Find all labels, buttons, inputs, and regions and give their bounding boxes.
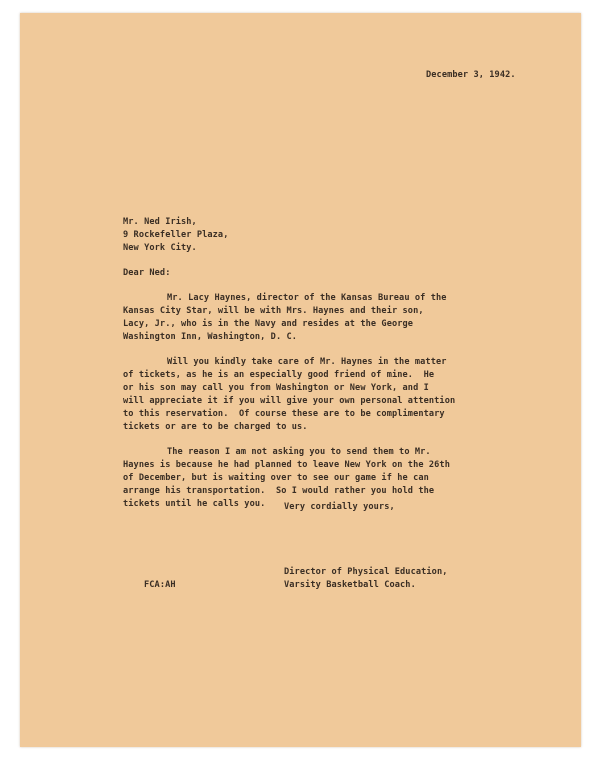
paragraph-3-line-2: Haynes is because he had planned to leave New York on the 26th	[123, 460, 450, 470]
salutation: Dear Ned:	[123, 268, 171, 278]
signature-title-1: Director of Physical Education,	[284, 567, 448, 577]
recipient-street: 9 Rockefeller Plaza,	[123, 230, 229, 240]
recipient-name: Mr. Ned Irish,	[123, 217, 197, 227]
paragraph-3-line-5: tickets until he calls you.	[123, 499, 266, 509]
paragraph-3-line-3: of December, but is waiting over to see our game if he can	[123, 473, 429, 483]
letter-page	[20, 13, 581, 747]
paragraph-2-line-6: tickets or are to be charged to us.	[123, 422, 308, 432]
paragraph-2-line-1: Will you kindly take care of Mr. Haynes in the matter	[167, 357, 447, 367]
paragraph-2-line-3: or his son may call you from Washington or New York, and I	[123, 383, 429, 393]
typist-initials: FCA:AH	[144, 580, 176, 590]
letter-date: December 3, 1942.	[426, 70, 516, 80]
paragraph-1-line-1: Mr. Lacy Haynes, director of the Kansas Bureau of the	[167, 293, 447, 303]
paragraph-2-line-2: of tickets, as he is an especially good friend of mine. He	[123, 370, 435, 380]
paragraph-3-line-1: The reason I am not asking you to send them to Mr.	[167, 447, 431, 457]
paragraph-2-line-4: will appreciate it if you will give your own personal attention	[123, 396, 456, 406]
signature-title-2: Varsity Basketball Coach.	[284, 580, 416, 590]
paragraph-3-line-4: arrange his transportation. So I would rather you hold the	[123, 486, 435, 496]
paragraph-1-line-4: Washington Inn, Washington, D. C.	[123, 332, 298, 342]
closing: Very cordially yours,	[284, 502, 395, 512]
paragraph-2-line-5: to this reservation. Of course these are to be complimentary	[123, 409, 445, 419]
recipient-city: New York City.	[123, 243, 197, 253]
paragraph-1-line-3: Lacy, Jr., who is in the Navy and resides at the George	[123, 319, 414, 329]
paragraph-1-line-2: Kansas City Star, will be with Mrs. Haynes and their son,	[123, 306, 424, 316]
